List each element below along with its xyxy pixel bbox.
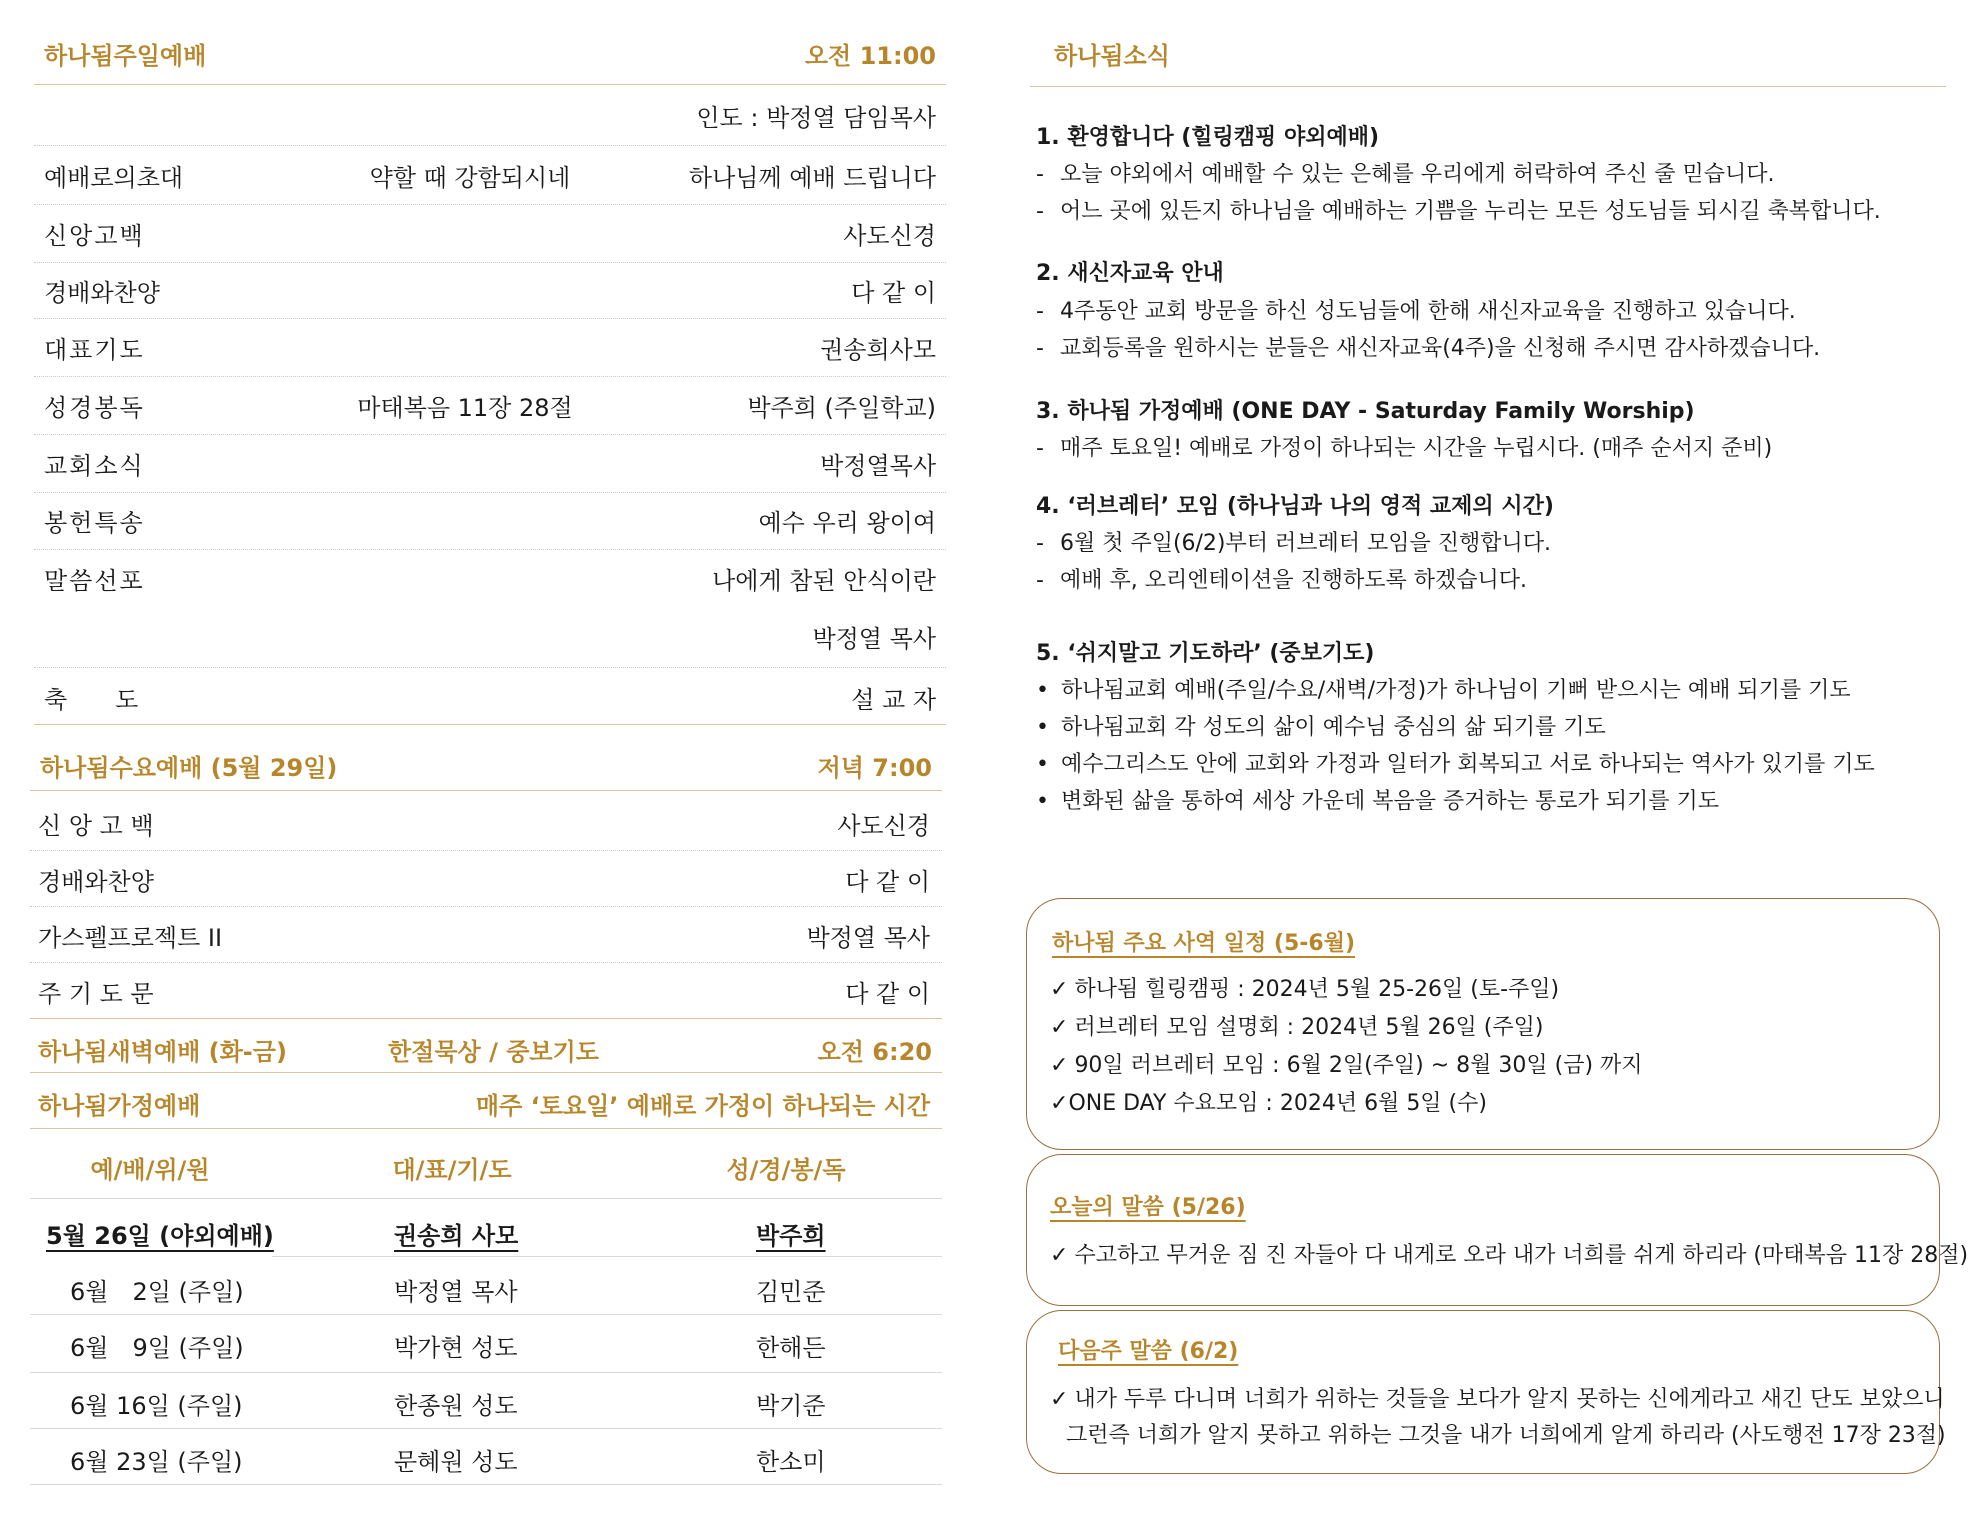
row-label: 신 앙 고 백 — [38, 812, 154, 840]
bullet-icon: • — [1036, 789, 1049, 814]
news-heading: 1. 환영합니다 (힐링캠핑 야외예배) — [1036, 125, 1380, 150]
roster-prayer: 권송희 사모 — [394, 1222, 519, 1250]
row-right: 예수 우리 왕이여 — [758, 509, 936, 537]
row-right: 다 같 이 — [845, 868, 930, 896]
next-word-line2: 그런즉 너희가 알지 못하고 위하는 그것을 내가 너희에게 알게 하리라 (사도행전 17장 23절) — [1066, 1423, 1946, 1448]
sunday-leader: 인도 : 박정열 담임목사 — [696, 104, 936, 132]
today-word-box — [1026, 1154, 1940, 1306]
today-word-text: 수고하고 무거운 짐 진 자들아 다 내게로 오라 내가 너희를 쉬게 하리라 (마태복음 11장 28절) — [1074, 1243, 1969, 1268]
check-icon: ✓ — [1050, 1015, 1069, 1040]
check-icon: ✓ — [1050, 1387, 1069, 1412]
row-right: 박정열목사 — [820, 452, 936, 480]
row-label: 축 도 — [44, 686, 139, 714]
dash-icon: - — [1036, 531, 1044, 556]
news-heading: 4. ‘러브레터’ 모임 (하나님과 나의 영적 교제의 시간) — [1036, 494, 1554, 519]
row-label: 경배와찬양 — [44, 279, 160, 307]
wednesday-title: 하나됨수요예배 (5월 29일) — [40, 754, 338, 782]
row-right: 박정열 목사 — [806, 924, 930, 952]
news-item: 하나됨교회 예배(주일/수요/새벽/가정)가 하나님이 기뻐 받으시는 예배 되기를 기도 — [1060, 678, 1851, 703]
news-heading: 2. 새신자교육 안내 — [1036, 261, 1224, 286]
row-right: 다 같 이 — [845, 980, 930, 1008]
row-right: 사도신경 — [837, 812, 930, 840]
family-desc: 매주 ‘토요일’ 예배로 가정이 하나되는 시간 — [475, 1092, 930, 1120]
bullet-icon: • — [1036, 715, 1049, 740]
dash-icon: - — [1036, 299, 1044, 324]
wednesday-time: 저녁 7:00 — [817, 754, 932, 782]
dash-icon: - — [1036, 568, 1044, 593]
row-label: 봉헌특송 — [44, 509, 145, 537]
roster-reading: 박주희 — [756, 1222, 826, 1250]
news-heading: 3. 하나됨 가정예배 (ONE DAY - Saturday Family Worship) — [1036, 399, 1695, 424]
news-item: 예수그리스도 안에 교회와 가정과 일터가 회복되고 서로 하나되는 역사가 있기를 기도 — [1060, 752, 1875, 777]
row-right: 나에게 참된 안식이란 — [712, 567, 936, 595]
sunday-title: 하나됨주일예배 — [44, 42, 207, 70]
news-item: 오늘 야외에서 예배할 수 있는 은혜를 우리에게 허락하여 주신 줄 믿습니다. — [1059, 162, 1775, 187]
schedule-item: 90일 러브레터 모임 : 6월 2일(주일) ~ 8월 30일 (금) 까지 — [1074, 1053, 1643, 1078]
row-right: 박주희 (주일학교) — [747, 394, 936, 422]
next-word-title: 다음주 말씀 (6/2) — [1058, 1339, 1239, 1364]
row-label: 대표기도 — [44, 336, 145, 364]
news-item: 6월 첫 주일(6/2)부터 러브레터 모임을 진행합니다. — [1059, 531, 1552, 556]
bullet-icon: • — [1036, 678, 1049, 703]
news-title: 하나됨소식 — [1054, 42, 1170, 70]
roster-prayer: 문혜원 성도 — [394, 1448, 518, 1476]
dawn-mid: 한절묵상 / 중보기도 — [388, 1038, 599, 1066]
dawn-time: 오전 6:20 — [817, 1038, 932, 1066]
row-right: 설 교 자 — [851, 686, 936, 714]
news-item: 예배 후, 오리엔테이션을 진행하도록 하겠습니다. — [1059, 568, 1527, 593]
roster-reading: 박기준 — [756, 1392, 826, 1420]
news-heading: 5. ‘쉬지말고 기도하라’ (중보기도) — [1036, 641, 1375, 666]
row-right: 하나님께 예배 드립니다 — [688, 164, 936, 192]
roster-header: 대/표/기/도 — [392, 1156, 512, 1184]
schedule-title: 하나됨 주요 사역 일정 (5-6월) — [1052, 931, 1356, 956]
roster-prayer: 박정열 목사 — [394, 1278, 518, 1306]
roster-date: 6월 16일 (주일) — [70, 1392, 243, 1420]
row-label: 경배와찬양 — [38, 868, 154, 896]
roster-date: 5월 26일 (야외예배) — [46, 1222, 274, 1250]
dash-icon: - — [1036, 336, 1044, 361]
row-label: 성경봉독 — [44, 394, 145, 422]
news-item: 변화된 삶을 통하여 세상 가운데 복음을 증거하는 통로가 되기를 기도 — [1060, 789, 1719, 814]
news-item: 4주동안 교회 방문을 하신 성도님들에 한해 새신자교육을 진행하고 있습니다. — [1059, 299, 1796, 324]
check-icon: ✓ — [1050, 1053, 1069, 1078]
row-mid: 마태복음 11장 28절 — [357, 394, 573, 422]
row-mid: 약할 때 강함되시네 — [369, 164, 571, 192]
roster-reading: 김민준 — [756, 1278, 826, 1306]
row-right: 권송희사모 — [820, 336, 936, 364]
row-label: 말씀선포 — [44, 567, 145, 595]
schedule-item: 러브레터 모임 설명회 : 2024년 5월 26일 (주일) — [1074, 1015, 1544, 1040]
family-title: 하나됨가정예배 — [38, 1092, 201, 1120]
news-item: 교회등록을 원하시는 분들은 새신자교육(4주)을 신청해 주시면 감사하겠습니다. — [1059, 336, 1821, 361]
row-label: 주 기 도 문 — [38, 980, 154, 1008]
row-label: 신앙고백 — [44, 222, 145, 250]
schedule-item: ONE DAY 수요모임 : 2024년 6월 5일 (수) — [1068, 1091, 1487, 1116]
schedule-item: 하나됨 힐링캠핑 : 2024년 5월 25-26일 (토-주일) — [1074, 977, 1560, 1002]
check-icon: ✓ — [1050, 1091, 1069, 1116]
roster-prayer: 박가현 성도 — [394, 1334, 518, 1362]
row-label: 교회소식 — [44, 452, 145, 480]
row-right: 다 같 이 — [851, 279, 936, 307]
news-item: 하나됨교회 각 성도의 삶이 예수님 중심의 삶 되기를 기도 — [1060, 715, 1606, 740]
dash-icon: - — [1036, 436, 1044, 461]
dash-icon: - — [1036, 199, 1044, 224]
dawn-title: 하나됨새벽예배 (화-금) — [38, 1038, 287, 1066]
roster-reading: 한해든 — [756, 1334, 826, 1362]
roster-header: 성/경/봉/독 — [726, 1156, 846, 1184]
row-label: 예배로의초대 — [44, 164, 184, 192]
roster-date: 6월 9일 (주일) — [70, 1334, 244, 1362]
roster-date: 6월 23일 (주일) — [70, 1448, 243, 1476]
roster-prayer: 한종원 성도 — [394, 1392, 518, 1420]
row-label: 가스펠프로젝트 II — [38, 924, 223, 952]
next-word-line1: 내가 두루 다니며 너희가 위하는 것들을 보다가 알지 못하는 신에게라고 새긴 단도 보았으니 — [1074, 1387, 1945, 1412]
roster-date: 6월 2일 (주일) — [70, 1278, 244, 1306]
check-icon: ✓ — [1050, 1243, 1069, 1268]
row-right: 사도신경 — [843, 222, 936, 250]
dash-icon: - — [1036, 162, 1044, 187]
roster-reading: 한소미 — [756, 1448, 826, 1476]
news-item: 매주 토요일! 예배로 가정이 하나되는 시간을 누립시다. (매주 순서지 준비) — [1059, 436, 1773, 461]
bullet-icon: • — [1036, 752, 1049, 777]
check-icon: ✓ — [1050, 977, 1069, 1002]
roster-header: 예/배/위/원 — [90, 1156, 210, 1184]
row-right: 박정열 목사 — [812, 625, 936, 653]
sunday-time: 오전 11:00 — [804, 42, 936, 70]
news-item: 어느 곳에 있든지 하나님을 예배하는 기쁨을 누리는 모든 성도님들 되시길 축복합니다. — [1059, 199, 1881, 224]
today-word-title: 오늘의 말씀 (5/26) — [1050, 1195, 1246, 1220]
